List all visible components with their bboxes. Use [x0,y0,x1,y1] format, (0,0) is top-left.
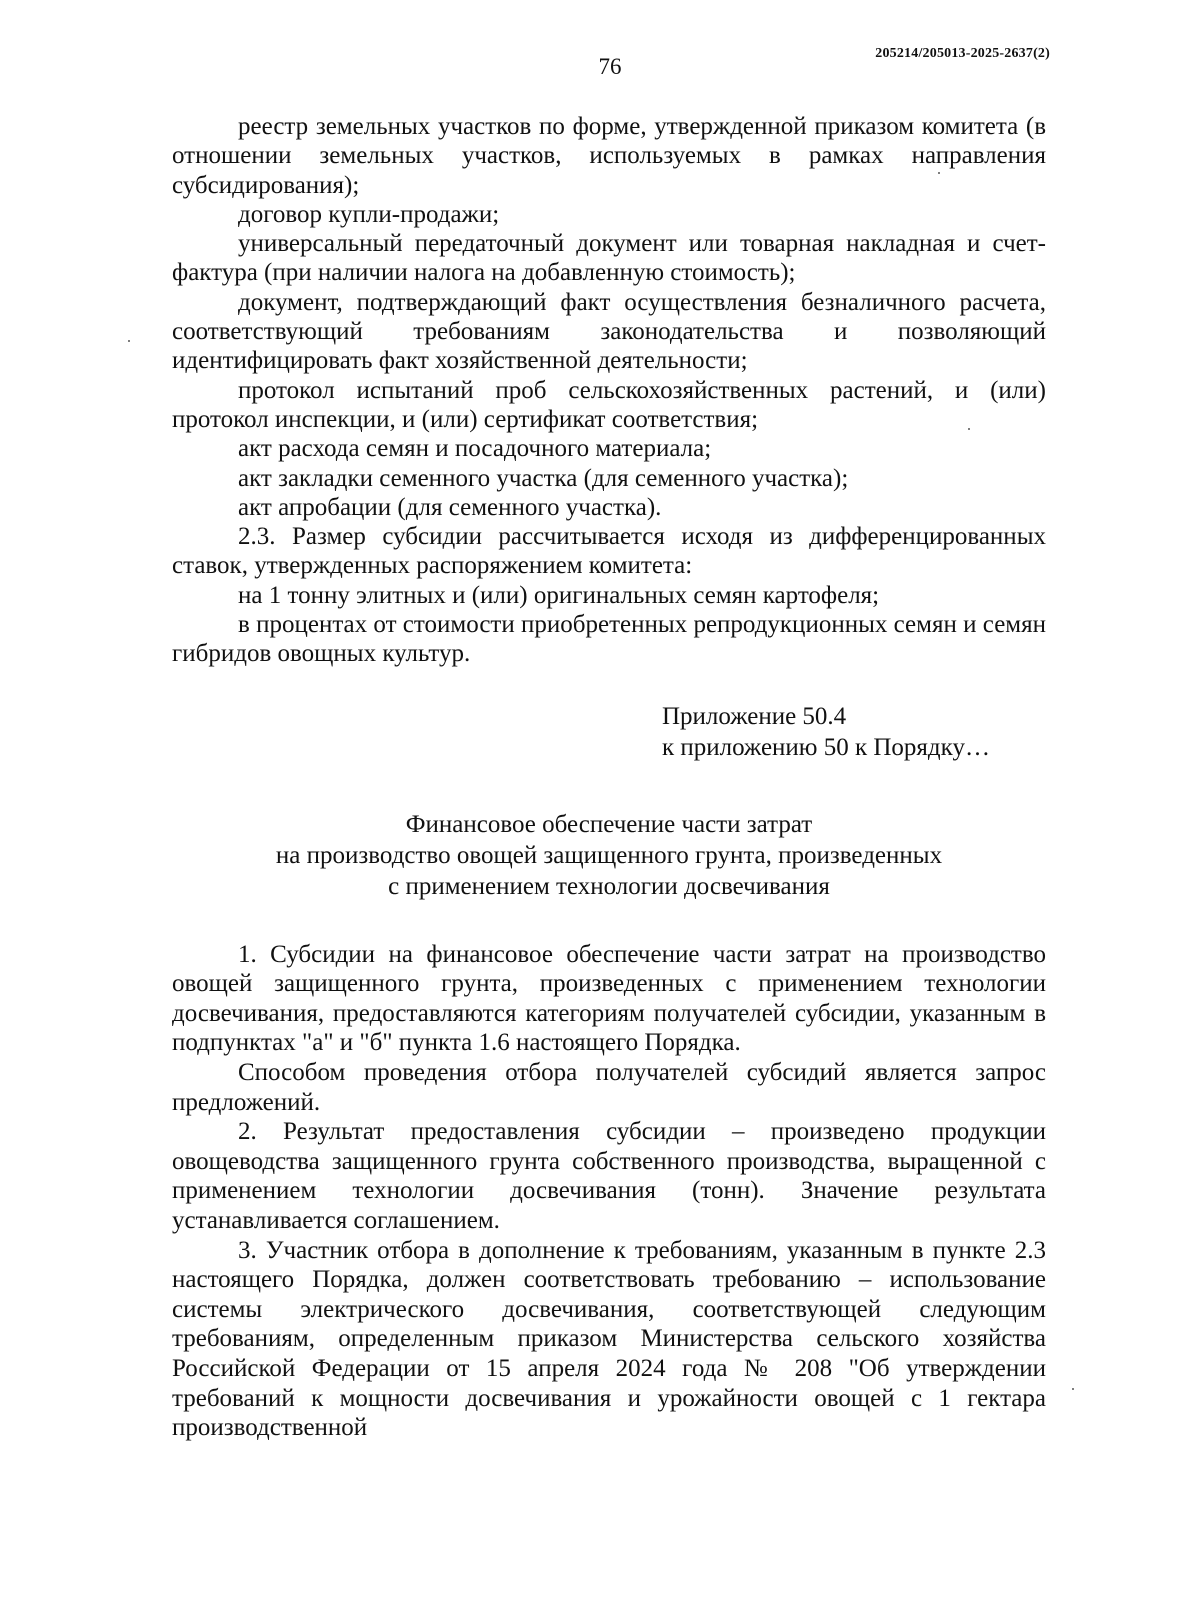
appendix-subtitle: к приложению 50 к Порядку… [662,733,990,761]
heading-line: с применением технологии досвечивания [388,872,830,900]
page-number: 76 [598,54,622,79]
paragraph-potato-rate: на 1 тонну элитных и (или) оригинальных семян картофеля; [238,581,880,609]
paragraph-item-1: 1. Субсидии на финансовое обеспечение части затрат на производство овощей защищенного грунта, произведенных с применением технологии досвечивания, предоставляются категориям получателей субсидии, указанным в подпунктах "а" и "б" пункта 1.6 настоящего Порядка. [172,940,1046,1057]
scan-speck [938,172,940,174]
appendix-title: Приложение 50.4 [662,702,847,730]
paragraph-transfer-document: универсальный передаточный документ или товарная накладная и счет-фактура (при наличии налога на добавленную стоимость); [172,230,1046,287]
heading-line: на производство овощей защищенного грунта, произведенных [275,841,943,869]
scan-speck [1072,1388,1074,1390]
paragraph-test-protocol: протокол испытаний проб сельскохозяйственных растений, и (или) протокол инспекции, и (или) сертификат соответствия; [172,376,1046,433]
heading-line: Финансовое обеспечение части затрат [405,810,813,838]
paragraph-item-3: 3. Участник отбора в дополнение к требованиям, указанным в пункте 2.3 настоящего Порядка, должен соответствовать требованию – использование системы электрического досвечивания, соответствующей следующим требованиям, определенным приказом Министерства сельского хозяйства Российской Федерации от 15 апреля 2024 года № 208 "Об утверждении требований к мощности досвечивания и урожайности овощей с 1 гектара производственной [172,1236,1046,1442]
document-id: 205214/205013-2025-2637(2) [875,46,1050,61]
document-body [172,112,1046,1443]
paragraph-seed-consumption-act: акт расхода семян и посадочного материала; [238,435,712,463]
section-body [172,940,1046,1443]
section-heading [172,809,1046,902]
paragraph-vegetable-rate: в процентах от стоимости приобретенных репродукционных семян и семян гибридов овощных культур. [172,611,1046,668]
paragraph-sale-contract: договор купли-продажи; [238,200,500,228]
paragraph-seed-plot-act: акт закладки семенного участка (для семенного участка); [238,464,849,492]
paragraph-approbation-act: акт апробации (для семенного участка). [238,493,662,521]
paragraph-selection-method: Способом проведения отбора получателей субсидий является запрос предложений. [172,1059,1046,1116]
scan-speck [128,340,130,342]
scan-speck [968,428,970,430]
paragraph-item-2: 2. Результат предоставления субсидии – произведено продукции овощеводства защищенного грунта собственного производства, выращенной с применением технологии досвечивания (тонн). Значение результата устанавливается соглашением. [172,1118,1046,1234]
appendix-reference [662,701,1046,763]
paragraph-subsidy-size: 2.3. Размер субсидии рассчитывается исходя из дифференцированных ставок, утвержденных распоряжением комитета: [172,523,1046,580]
paragraph-payment-document: документ, подтверждающий факт осуществления безналичного расчета, соответствующий требованиям законодательства и позволяющий идентифицировать факт хозяйственной деятельности; [172,288,1046,375]
paragraph-land-registry: реестр земельных участков по форме, утвержденной приказом комитета (в отношении земельных участков, используемых в рамках направления субсидирования); [172,113,1046,199]
